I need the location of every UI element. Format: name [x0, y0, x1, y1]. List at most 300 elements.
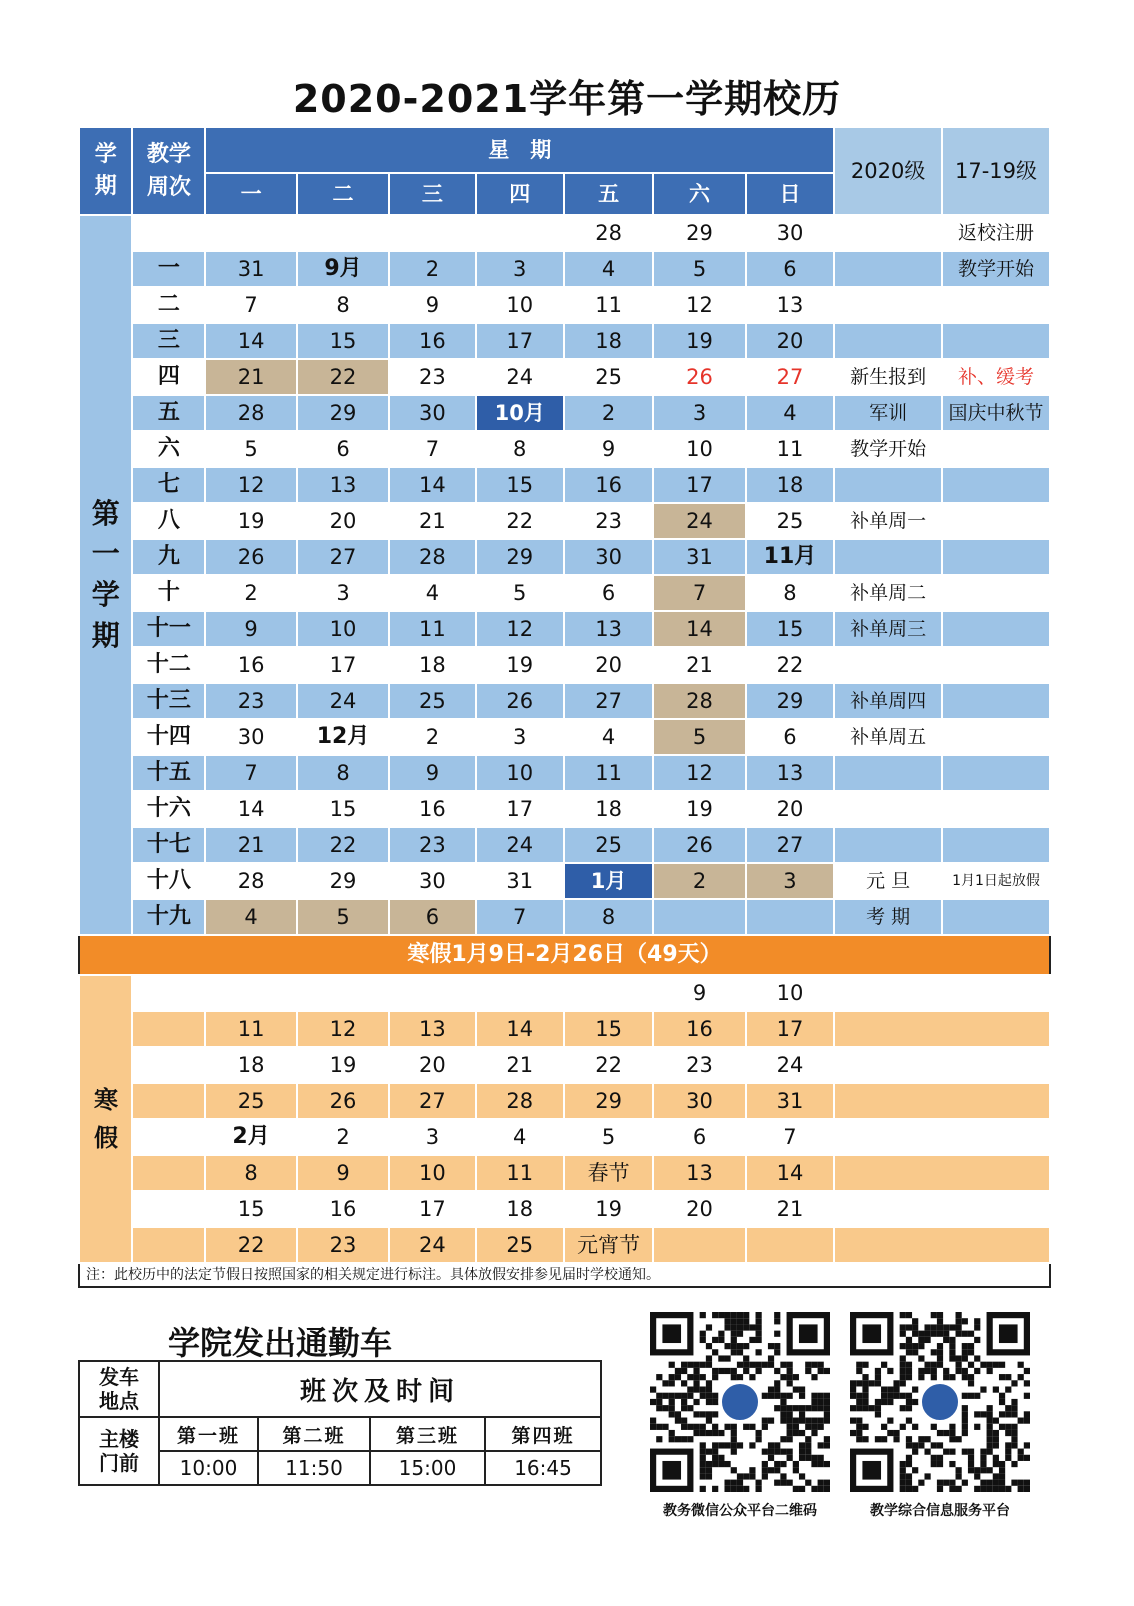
day-cell: 29 — [297, 863, 389, 899]
day-cell: 6 — [653, 1119, 745, 1155]
winter-label: 寒假 — [79, 975, 132, 1263]
day-cell: 21 — [746, 1191, 834, 1227]
grade-17-19-note — [942, 467, 1050, 503]
day-cell: 18 — [476, 1191, 564, 1227]
day-cell — [653, 1227, 745, 1263]
week-row — [79, 539, 1050, 575]
day-cell: 25 — [746, 503, 834, 539]
day-cell: 22 — [564, 1047, 653, 1083]
day-cell: 13 — [297, 467, 389, 503]
day-cell: 6 — [564, 575, 653, 611]
day-cell — [389, 215, 475, 251]
grade-17-19-note: 国庆中秋节 — [942, 395, 1050, 431]
day-cell: 11 — [389, 611, 475, 647]
winter-week-blank — [132, 1227, 205, 1263]
week-number: 十六 — [132, 791, 205, 827]
winter-week-blank — [132, 1191, 205, 1227]
winter-banner-row — [79, 935, 1050, 975]
winter-note-blank — [834, 1011, 1050, 1047]
day-cell: 10 — [476, 287, 564, 323]
day-cell: 30 — [653, 1083, 745, 1119]
day-cell: 30 — [389, 395, 475, 431]
winter-week-blank — [132, 1155, 205, 1191]
winter-row — [79, 1155, 1050, 1191]
day-cell: 19 — [297, 1047, 389, 1083]
day-cell: 18 — [564, 323, 653, 359]
week-row — [79, 395, 1050, 431]
day-cell: 31 — [653, 539, 745, 575]
day-cell: 3 — [476, 719, 564, 755]
grade-17-19-note — [942, 791, 1050, 827]
day-cell: 12 — [653, 755, 745, 791]
week-row — [79, 431, 1050, 467]
grade-2020-note — [834, 251, 942, 287]
calendar-body — [79, 127, 1050, 1287]
week-row — [79, 503, 1050, 539]
day-cell — [205, 975, 296, 1011]
day-cell: 12月 — [297, 719, 389, 755]
day-cell: 17 — [389, 1191, 475, 1227]
week-number: 十四 — [132, 719, 205, 755]
week-number: 四 — [132, 359, 205, 395]
day-cell: 22 — [205, 1227, 296, 1263]
winter-row — [79, 1191, 1050, 1227]
day-cell: 30 — [389, 863, 475, 899]
day-cell: 8 — [746, 575, 834, 611]
grade-2020-note — [834, 827, 942, 863]
day-header-thu: 四 — [476, 173, 564, 215]
day-cell: 14 — [746, 1155, 834, 1191]
day-cell: 30 — [564, 539, 653, 575]
day-cell: 16 — [389, 791, 475, 827]
winter-row — [79, 1083, 1050, 1119]
week-number: 一 — [132, 251, 205, 287]
grade-2020-note — [834, 755, 942, 791]
week-row — [79, 359, 1050, 395]
grade-17-19-note: 1月1日起放假 — [942, 863, 1050, 899]
grade-2020-note — [834, 647, 942, 683]
day-cell — [564, 975, 653, 1011]
day-cell: 10 — [746, 975, 834, 1011]
day-cell: 31 — [205, 251, 296, 287]
day-cell: 15 — [297, 791, 389, 827]
day-cell: 18 — [564, 791, 653, 827]
day-cell: 14 — [205, 791, 296, 827]
day-cell: 5 — [476, 575, 564, 611]
grade-17-19-note — [942, 683, 1050, 719]
day-cell: 2 — [297, 1119, 389, 1155]
qr-caption-2: 教学综合信息服务平台 — [870, 1503, 1010, 1519]
day-cell: 20 — [746, 791, 834, 827]
day-cell: 29 — [653, 215, 745, 251]
week-row — [79, 827, 1050, 863]
grade-2020-note — [834, 287, 942, 323]
first-term-label: 第一学期 — [79, 215, 132, 935]
day-cell: 9 — [389, 287, 475, 323]
day-header-sat: 六 — [653, 173, 745, 215]
day-cell — [205, 215, 296, 251]
week-number: 十七 — [132, 827, 205, 863]
day-cell: 4 — [564, 719, 653, 755]
day-cell: 26 — [653, 827, 745, 863]
week-number: 十九 — [132, 899, 205, 935]
winter-week-blank — [132, 1083, 205, 1119]
qr-code-icon[interactable] — [650, 1312, 830, 1492]
winter-week-blank — [132, 1011, 205, 1047]
winter-row — [79, 1047, 1050, 1083]
depart-label: 发车地点 — [79, 1361, 159, 1417]
day-header-tue: 二 — [297, 173, 389, 215]
day-cell: 4 — [564, 251, 653, 287]
day-cell: 8 — [564, 899, 653, 935]
week-row — [79, 791, 1050, 827]
week-number: 十八 — [132, 863, 205, 899]
grade-2020-note — [834, 467, 942, 503]
day-cell: 28 — [205, 863, 296, 899]
schedule-label: 班次及时间 — [159, 1361, 601, 1417]
week-number: 六 — [132, 431, 205, 467]
week-row — [79, 215, 1050, 251]
grade-17-19-note — [942, 323, 1050, 359]
day-cell: 26 — [205, 539, 296, 575]
day-cell: 18 — [205, 1047, 296, 1083]
day-cell: 20 — [653, 1191, 745, 1227]
day-cell: 23 — [389, 827, 475, 863]
day-cell: 7 — [205, 755, 296, 791]
week-number: 二 — [132, 287, 205, 323]
term-header: 学期 — [79, 127, 132, 215]
grade-17-19-note — [942, 503, 1050, 539]
day-cell: 8 — [476, 431, 564, 467]
grade-17-19-note — [942, 431, 1050, 467]
day-cell: 28 — [564, 215, 653, 251]
day-cell: 21 — [389, 503, 475, 539]
time-4: 16:45 — [485, 1451, 601, 1485]
day-cell: 29 — [297, 395, 389, 431]
day-cell: 9 — [653, 975, 745, 1011]
grade-17-19-note — [942, 647, 1050, 683]
day-cell: 25 — [476, 1227, 564, 1263]
week-header: 教学周次 — [132, 127, 205, 215]
winter-row — [79, 1119, 1050, 1155]
day-cell: 11 — [746, 431, 834, 467]
day-cell: 27 — [297, 539, 389, 575]
shift-1: 第一班 — [159, 1417, 258, 1451]
day-cell: 10 — [653, 431, 745, 467]
day-cell: 30 — [746, 215, 834, 251]
day-cell: 10 — [389, 1155, 475, 1191]
day-cell: 25 — [564, 359, 653, 395]
day-cell: 4 — [389, 575, 475, 611]
qr-caption-1: 教务微信公众平台二维码 — [663, 1503, 817, 1519]
grade-2020-note — [834, 323, 942, 359]
winter-week-blank — [132, 1047, 205, 1083]
day-cell: 7 — [389, 431, 475, 467]
winter-note-blank — [834, 975, 1050, 1011]
day-cell: 26 — [653, 359, 745, 395]
week-row — [79, 863, 1050, 899]
day-cell: 21 — [653, 647, 745, 683]
shift-4: 第四班 — [485, 1417, 601, 1451]
week-row — [79, 287, 1050, 323]
day-cell: 28 — [653, 683, 745, 719]
day-cell — [653, 899, 745, 935]
grade-2020-note: 军训 — [834, 395, 942, 431]
day-cell: 18 — [389, 647, 475, 683]
grade-2020-note — [834, 215, 942, 251]
day-cell: 3 — [389, 1119, 475, 1155]
day-cell: 23 — [205, 683, 296, 719]
time-3: 15:00 — [370, 1451, 485, 1485]
day-cell: 2 — [205, 575, 296, 611]
day-cell: 15 — [746, 611, 834, 647]
grade-17-19-note — [942, 611, 1050, 647]
day-cell — [746, 1227, 834, 1263]
day-cell: 24 — [297, 683, 389, 719]
day-cell: 19 — [564, 1191, 653, 1227]
day-cell: 13 — [389, 1011, 475, 1047]
day-cell: 12 — [205, 467, 296, 503]
day-cell: 13 — [564, 611, 653, 647]
day-cell: 9 — [564, 431, 653, 467]
day-cell: 17 — [476, 791, 564, 827]
day-cell: 23 — [297, 1227, 389, 1263]
day-cell: 22 — [476, 503, 564, 539]
week-number: 十三 — [132, 683, 205, 719]
day-cell: 16 — [297, 1191, 389, 1227]
qr-block-1 — [650, 1312, 830, 1520]
day-cell: 6 — [297, 431, 389, 467]
week-row — [79, 647, 1050, 683]
grade-17-19-note — [942, 287, 1050, 323]
day-cell — [476, 215, 564, 251]
grade-17-19-note — [942, 575, 1050, 611]
week-row — [79, 575, 1050, 611]
day-cell: 21 — [205, 359, 296, 395]
week-number: 三 — [132, 323, 205, 359]
week-number: 五 — [132, 395, 205, 431]
day-cell: 2 — [389, 251, 475, 287]
bus-schedule-table — [78, 1360, 602, 1486]
day-cell: 1月 — [564, 863, 653, 899]
grade-2020-note: 考 期 — [834, 899, 942, 935]
day-cell: 19 — [476, 647, 564, 683]
day-cell: 23 — [564, 503, 653, 539]
day-cell: 19 — [205, 503, 296, 539]
day-cell: 3 — [476, 251, 564, 287]
week-number: 七 — [132, 467, 205, 503]
day-cell: 27 — [564, 683, 653, 719]
day-cell: 16 — [653, 1011, 745, 1047]
winter-note-blank — [834, 1155, 1050, 1191]
day-cell: 20 — [389, 1047, 475, 1083]
day-cell: 14 — [205, 323, 296, 359]
day-cell: 7 — [653, 575, 745, 611]
day-cell: 11 — [564, 755, 653, 791]
day-cell: 8 — [205, 1155, 296, 1191]
grade-2020-note: 新生报到 — [834, 359, 942, 395]
page-title: 2020-2021学年第一学期校历 — [292, 77, 842, 121]
day-cell: 6 — [746, 251, 834, 287]
week-row — [79, 719, 1050, 755]
day-cell: 8 — [297, 287, 389, 323]
day-cell: 7 — [476, 899, 564, 935]
day-cell: 9月 — [297, 251, 389, 287]
grade-2020-header: 2020级 — [834, 127, 942, 215]
day-cell: 4 — [205, 899, 296, 935]
day-cell: 21 — [205, 827, 296, 863]
day-header-sun: 日 — [746, 173, 834, 215]
day-cell: 27 — [389, 1083, 475, 1119]
week-number: 九 — [132, 539, 205, 575]
day-cell: 20 — [297, 503, 389, 539]
week-row — [79, 251, 1050, 287]
time-1: 10:00 — [159, 1451, 258, 1485]
day-cell — [297, 975, 389, 1011]
grade-17-19-note: 教学开始 — [942, 251, 1050, 287]
week-number: 十一 — [132, 611, 205, 647]
week-number: 十二 — [132, 647, 205, 683]
day-cell: 28 — [205, 395, 296, 431]
day-cell: 19 — [653, 791, 745, 827]
day-cell: 30 — [205, 719, 296, 755]
day-cell: 6 — [389, 899, 475, 935]
winter-row — [79, 1227, 1050, 1263]
grade-17-19-header: 17-19级 — [942, 127, 1050, 215]
day-cell: 14 — [389, 467, 475, 503]
day-cell: 12 — [297, 1011, 389, 1047]
day-cell: 20 — [564, 647, 653, 683]
day-cell: 8 — [297, 755, 389, 791]
header-row-1 — [79, 127, 1050, 173]
day-cell: 20 — [746, 323, 834, 359]
week-row — [79, 611, 1050, 647]
day-cell: 9 — [389, 755, 475, 791]
grade-2020-note: 补单周五 — [834, 719, 942, 755]
footnote: 注：此校历中的法定节假日按照国家的相关规定进行标注。具体放假安排参见届时学校通知。 — [79, 1263, 1050, 1287]
day-cell: 17 — [653, 467, 745, 503]
day-cell: 6 — [746, 719, 834, 755]
grade-17-19-note — [942, 899, 1050, 935]
bus-title: 学院发出通勤车 — [168, 1324, 393, 1362]
day-cell: 17 — [476, 323, 564, 359]
qr-block-2 — [850, 1312, 1030, 1520]
day-header-fri: 五 — [564, 173, 653, 215]
day-cell: 2 — [389, 719, 475, 755]
day-cell: 21 — [476, 1047, 564, 1083]
day-cell: 5 — [205, 431, 296, 467]
winter-banner: 寒假1月9日-2月26日（49天） — [79, 935, 1050, 975]
day-cell: 22 — [746, 647, 834, 683]
winter-note-blank — [834, 1083, 1050, 1119]
day-cell: 18 — [746, 467, 834, 503]
day-cell: 春节 — [564, 1155, 653, 1191]
day-cell: 2 — [653, 863, 745, 899]
day-cell: 元宵节 — [564, 1227, 653, 1263]
week-row — [79, 467, 1050, 503]
day-cell: 14 — [653, 611, 745, 647]
day-cell: 14 — [476, 1011, 564, 1047]
day-cell: 31 — [476, 863, 564, 899]
day-cell: 26 — [476, 683, 564, 719]
day-cell: 12 — [476, 611, 564, 647]
day-cell: 25 — [205, 1083, 296, 1119]
winter-note-blank — [834, 1119, 1050, 1155]
shift-3: 第三班 — [370, 1417, 485, 1451]
day-cell — [746, 899, 834, 935]
qr-code-icon[interactable] — [850, 1312, 1030, 1492]
week-row — [79, 323, 1050, 359]
week-number — [132, 215, 205, 251]
day-cell: 19 — [653, 323, 745, 359]
day-cell: 23 — [653, 1047, 745, 1083]
day-cell: 11 — [564, 287, 653, 323]
day-cell: 13 — [746, 755, 834, 791]
day-cell: 25 — [389, 683, 475, 719]
day-cell: 27 — [746, 359, 834, 395]
day-cell: 4 — [476, 1119, 564, 1155]
bus-location: 主楼门前 — [79, 1417, 159, 1485]
week-number: 十五 — [132, 755, 205, 791]
day-cell — [389, 975, 475, 1011]
day-cell: 3 — [746, 863, 834, 899]
day-cell: 10 — [476, 755, 564, 791]
grade-17-19-note — [942, 719, 1050, 755]
day-cell: 29 — [564, 1083, 653, 1119]
winter-week-blank — [132, 1119, 205, 1155]
grade-2020-note: 元 旦 — [834, 863, 942, 899]
grade-17-19-note — [942, 827, 1050, 863]
day-cell: 11 — [205, 1011, 296, 1047]
week-number: 十 — [132, 575, 205, 611]
winter-row — [79, 1011, 1050, 1047]
grade-2020-note: 补单周四 — [834, 683, 942, 719]
day-cell: 15 — [205, 1191, 296, 1227]
day-cell: 2 — [564, 395, 653, 431]
footnote-row — [79, 1263, 1050, 1287]
grade-17-19-note: 补、缓考 — [942, 359, 1050, 395]
day-cell: 24 — [476, 827, 564, 863]
day-cell: 5 — [297, 899, 389, 935]
week-row — [79, 755, 1050, 791]
winter-note-blank — [834, 1227, 1050, 1263]
grade-17-19-note: 返校注册 — [942, 215, 1050, 251]
day-cell: 12 — [653, 287, 745, 323]
day-cell: 7 — [746, 1119, 834, 1155]
grade-2020-note: 补单周三 — [834, 611, 942, 647]
day-cell: 29 — [746, 683, 834, 719]
day-cell: 24 — [389, 1227, 475, 1263]
time-2: 11:50 — [258, 1451, 370, 1485]
day-cell: 10 — [297, 611, 389, 647]
day-cell: 11 — [476, 1155, 564, 1191]
day-cell: 23 — [389, 359, 475, 395]
day-cell — [476, 975, 564, 1011]
day-cell: 22 — [297, 827, 389, 863]
day-cell: 29 — [476, 539, 564, 575]
grade-17-19-note — [942, 539, 1050, 575]
day-cell: 15 — [564, 1011, 653, 1047]
day-header-mon: 一 — [205, 173, 296, 215]
week-row — [79, 899, 1050, 935]
day-cell: 15 — [297, 323, 389, 359]
day-cell: 16 — [389, 323, 475, 359]
day-cell: 9 — [297, 1155, 389, 1191]
day-cell: 17 — [746, 1011, 834, 1047]
day-cell: 31 — [746, 1083, 834, 1119]
grade-2020-note — [834, 791, 942, 827]
day-cell: 3 — [297, 575, 389, 611]
